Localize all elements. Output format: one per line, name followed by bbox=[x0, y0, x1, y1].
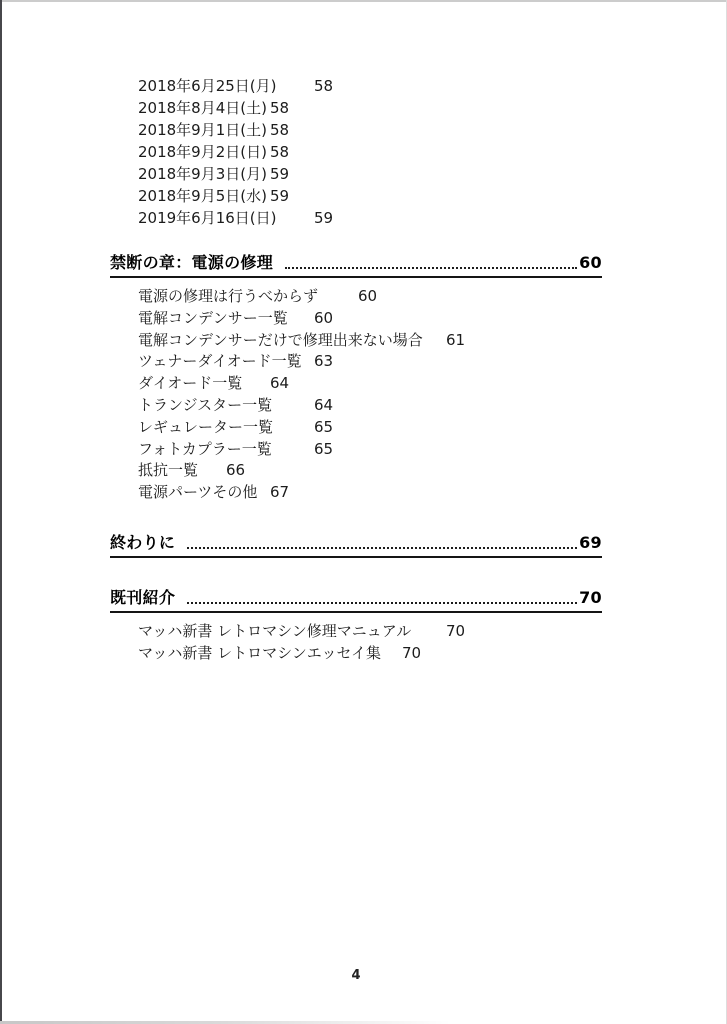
section-title: 既刊紹介 bbox=[110, 587, 182, 607]
dot-leader bbox=[285, 267, 577, 269]
toc-entry: 電源の修理は行うべからず 60 bbox=[138, 287, 378, 305]
toc-entry: トランジスター一覧 64 bbox=[138, 395, 334, 414]
toc-entry-date: 2018年6月25日(月) 58 bbox=[138, 77, 334, 95]
date-entry-list bbox=[110, 75, 602, 229]
toc-entry: レギュレーター一覧 65 bbox=[138, 417, 334, 436]
section-page-number: 60 bbox=[579, 253, 602, 272]
section-item-list bbox=[110, 286, 602, 504]
toc-entry: マッハ新書 レトロマシン修理マニュアル 70 bbox=[138, 621, 466, 640]
dot-leader bbox=[187, 602, 577, 604]
dot-leader bbox=[187, 547, 577, 549]
toc-entry: フォトカプラー一覧 65 bbox=[138, 439, 334, 458]
toc-entry-date: 2018年9月1日(土) 58 bbox=[138, 121, 290, 139]
page-edge-left bbox=[0, 0, 2, 1024]
toc-entry-date: 2018年8月4日(土) 58 bbox=[138, 99, 290, 117]
toc-entry-date: 2018年9月3日(月) 59 bbox=[138, 165, 290, 183]
toc-entry-date: 2019年6月16日(日) 59 bbox=[138, 209, 334, 227]
toc-entry: 電解コンデンサー一覧 60 bbox=[138, 308, 334, 327]
toc-entry-date: 2018年9月5日(水) 59 bbox=[138, 187, 290, 205]
toc-section-heading-closing bbox=[110, 530, 602, 558]
page-edge-top bbox=[0, 0, 727, 2]
toc-section-heading-published-books bbox=[110, 585, 602, 613]
toc-page-content bbox=[110, 75, 602, 665]
section-title: 禁断の章：電源の修理 bbox=[110, 253, 279, 272]
toc-entry: ツェナーダイオード一覧 63 bbox=[138, 352, 334, 371]
toc-entry: 電源パーツその他 67 bbox=[138, 483, 290, 502]
section-item-list bbox=[110, 621, 602, 665]
toc-section-heading-power-repair bbox=[110, 250, 602, 278]
toc-entry: ダイオード一覧 64 bbox=[138, 374, 290, 393]
toc-entry: 抵抗一覧 66 bbox=[138, 461, 246, 480]
toc-entry: マッハ新書 レトロマシンエッセイ集 70 bbox=[138, 643, 422, 662]
toc-entry: 電解コンデンサーだけで修理出来ない場合 61 bbox=[138, 330, 466, 349]
section-page-number: 70 bbox=[579, 587, 602, 607]
section-page-number: 69 bbox=[579, 532, 602, 552]
footer-page-number: 4 bbox=[351, 968, 361, 983]
section-title: 終わりに bbox=[110, 532, 182, 552]
toc-entry-date: 2018年9月2日(日) 58 bbox=[138, 143, 290, 161]
